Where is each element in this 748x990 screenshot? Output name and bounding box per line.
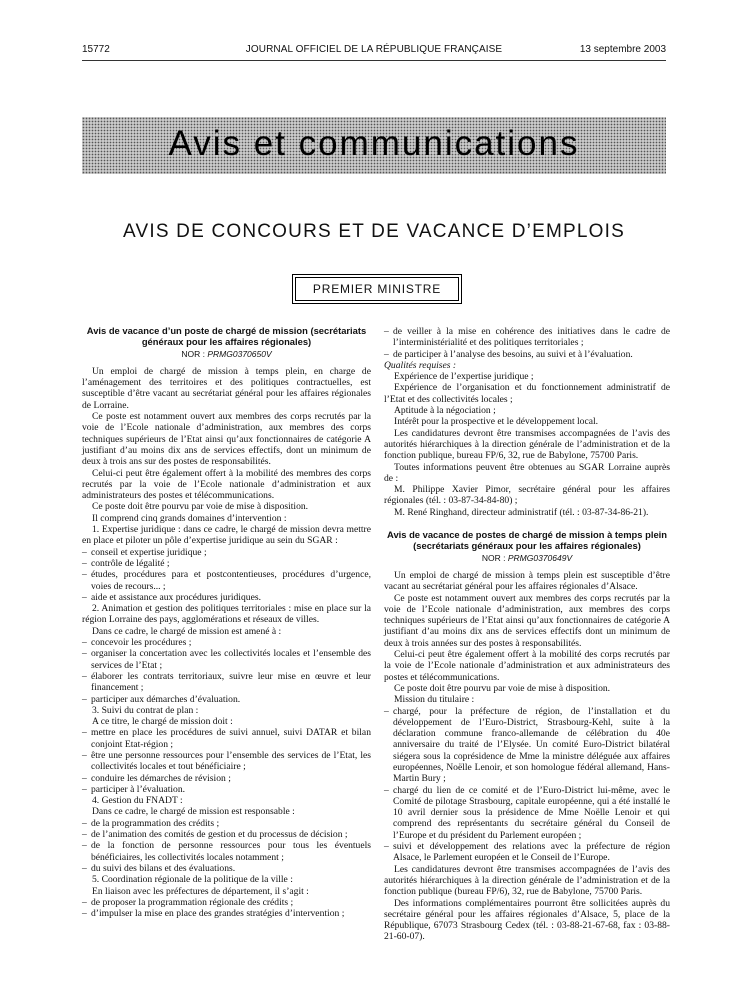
- notice-body-continued: [384, 326, 670, 518]
- paragraph: 4. Gestion du FNADT :: [92, 795, 183, 807]
- nor-code: PRMG0370649V: [507, 552, 573, 563]
- journal-title: JOURNAL OFFICIEL DE LA RÉPUBLIQUE FRANÇAISE: [245, 44, 503, 55]
- issue-date: 13 septembre 2003: [579, 44, 666, 55]
- paragraph: Ce poste doit être pourvu par voie de mise à disposition.: [394, 682, 611, 694]
- paragraph: Celui-ci peut être également offert à la mobilité des corps recrutés par la voie de l’Ecole nationale d’administration et aux administrateurs des postes et télécommunications.: [384, 649, 670, 683]
- list-item: – organiser la concertation avec les collectivités locales et l’ensemble des services de l’Etat ;: [82, 648, 371, 671]
- list-item: – de proposer la programmation régionale des crédits ;: [82, 897, 371, 908]
- page-header: [82, 44, 666, 58]
- list-item: – chargé du lien de ce comité et de l’Euro-District lui-même, avec le Comité de pilotage Strasbourg, capitale européenne, qui a été installé le 10 avril dernier sous la présidence de Mme Noëlle Lenoir et qui comprend des représentants du secrétaire général du Conseil de l’Europe et du président du Parlement européen ;: [384, 785, 670, 841]
- paragraph: 5. Coordination régionale de la politique de la ville :: [92, 874, 293, 886]
- right-column: [384, 326, 670, 943]
- paragraph: 1. Expertise juridique : dans ce cadre, le chargé de mission devra mettre en place et piloter un pôle d’expertise juridique au sein du SGAR :: [82, 524, 371, 547]
- paragraph: Mission du titulaire :: [394, 694, 475, 706]
- list-item: – élaborer les contrats territoriaux, suivre leur mise en œuvre et leur financement ;: [82, 671, 371, 694]
- paragraph: Un emploi de chargé de mission à temps plein, en charge de l’aménagement des territoires et des politiques contractuelles, est susceptible d’être vacant au secrétariat général pour les affaires régionales de Lorraine.: [82, 365, 371, 411]
- paragraph: Dans ce cadre, le chargé de mission est amené à :: [92, 625, 282, 637]
- paragraph: 3. Suivi du contrat de plan :: [92, 704, 199, 716]
- banner-title: Avis et communications: [168, 124, 580, 163]
- paragraph: Aptitude à la négociation ;: [394, 405, 496, 417]
- section-title: AVIS DE CONCOURS ET DE VACANCE D’EMPLOIS: [123, 221, 625, 242]
- paragraph: Expérience de l’expertise juridique ;: [394, 371, 534, 383]
- paragraph: A ce titre, le chargé de mission doit :: [92, 716, 233, 728]
- paragraph: M. René Ringhand, directeur administratif (tél. : 03-87-34-86-21).: [394, 506, 649, 518]
- list-item: – de la programmation des crédits ;: [82, 818, 371, 829]
- nor-reference: [82, 349, 371, 360]
- paragraph: 2. Animation et gestion des politiques territoriales : mise en place sur la région Lorraine des pays, agglomérations et réseaux de villes.: [82, 603, 371, 626]
- list-item: – de veiller à la mise en cohérence des initiatives dans le cadre de l’interministérialité et des politiques territoriales ;: [384, 326, 670, 349]
- list-item: – concevoir les procédures ;: [82, 637, 371, 648]
- paragraph: Un emploi de chargé de mission à temps plein est susceptible d’être vacant au secrétariat général pour les affaires régionales d’Alsace.: [384, 569, 670, 593]
- list-item: – de participer à l’analyse des besoins, au suivi et à l’évaluation.: [384, 349, 670, 360]
- paragraph: Expérience de l’organisation et du fonctionnement administratif de l’Etat et des collectivités locales ;: [384, 382, 670, 405]
- nor-label: NOR :: [481, 552, 506, 563]
- paragraph: Dans ce cadre, le chargé de mission est responsable :: [92, 806, 295, 818]
- paragraph: Ce poste doit être pourvu par voie de mise à disposition.: [92, 501, 309, 513]
- paragraph: Des informations complémentaires pourront être sollicitées auprès du secrétaire général pour les affaires régionales d’Alsace, 5, place de la République, 67073 Strasbourg Cedex (tél. : 03-88-21-67-68, fax : 03-88-21-60-07).: [384, 897, 670, 943]
- list-item: – suivi et développement des relations avec la préfecture de région Alsace, le Parlement européen et le Conseil de l’Europe.: [384, 841, 670, 864]
- ministry-box: PREMIER MINISTRE: [295, 277, 459, 301]
- paragraph: Les candidatures devront être transmises accompagnées de l’avis des autorités hiérarchiques à la direction générale de l’administration et de la fonction publique, bureau FP/6, 32, rue de Babylone, 75700 Paris.: [384, 427, 670, 462]
- paragraph: Les candidatures devront être transmises accompagnées de l’avis des autorités hiérarchiques à la direction générale de l’administration et de la fonction publique (bureau FP/6), 32, rue de Babylone, 75700 Paris.: [384, 863, 670, 898]
- paragraph: Ce poste est notamment ouvert aux membres des corps recrutés par la voie de l’Ecole nationale d’administration, aux membres des corps techniques supérieurs de l’Etat ainsi qu’aux fonctionnaires de catégorie A justifiant d’au moins dix ans de services effectifs dont un minimum de deux à trois années sur des postes à responsabilités.: [384, 592, 670, 649]
- list-item: – aide et assistance aux procédures juridiques.: [82, 592, 371, 603]
- nor-code: PRMG0370650V: [207, 348, 272, 359]
- list-item: – mettre en place les procédures de suivi annuel, suivi DATAR et bilan conjoint Etat-région ;: [82, 727, 371, 750]
- left-column: [82, 326, 371, 919]
- list-item: – participer à l’évaluation.: [82, 784, 371, 795]
- nor-reference: [384, 553, 670, 564]
- paragraph: Toutes informations peuvent être obtenues au SGAR Lorraine auprès de :: [384, 461, 670, 484]
- notice-title: Avis de vacance d’un poste de chargé de mission (secrétariats généraux pour les affaires régionales): [86, 325, 367, 347]
- notice-body: [82, 366, 371, 920]
- list-item: – chargé, pour la préfecture de région, de l’installation et du développement de l’Euro-District, Strasbourg-Kehl, suite à la déclaration commune franco-allemande de célébration du 40e anniversaire du traité de l’Elysée. Un comité Euro-District bilatéral siégera sous la coprésidence de Mme la ministre déléguée aux affaires européennes, Noëlle Lenoir, et son homologue fédéral allemand, Hans-Martin Bury ;: [384, 706, 670, 785]
- nor-label: NOR :: [181, 348, 205, 359]
- paragraph: En liaison avec les préfectures de département, il s’agit :: [92, 885, 309, 897]
- list-item: – conduire les démarches de révision ;: [82, 773, 371, 784]
- list-item: – contrôle de légalité ;: [82, 558, 371, 569]
- paragraph: Ce poste est notamment ouvert aux membres des corps recrutés par la voie de l’Ecole nationale d’administration, aux membres des corps techniques supérieurs de l’Etat ainsi qu’aux fonctionnaires de catégorie A justifiant d’au moins dix ans de services effectifs, dont un minimum de deux à trois ans sur des postes de responsabilités.: [82, 411, 371, 468]
- paragraph: Celui-ci peut être également offert à la mobilité des membres des corps recrutés par la voie de l’Ecole nationale d’administration et aux administrateurs des postes et télécommunications.: [82, 467, 371, 502]
- section-banner: [82, 117, 666, 174]
- subheading: Qualités requises :: [384, 359, 457, 371]
- paragraph: Intérêt pour la prospective et le développement local.: [394, 416, 599, 428]
- list-item: – conseil et expertise juridique ;: [82, 547, 371, 558]
- list-item: – de la fonction de personne ressources pour tous les éventuels bénéficiaires, les collectivités locales notamment ;: [82, 840, 371, 863]
- list-item: – être une personne ressources pour l’ensemble des services de l’Etat, les collectivités locales et tout bénéficiaire ;: [82, 750, 371, 773]
- list-item: – de l’animation des comités de gestion et du processus de décision ;: [82, 829, 371, 840]
- page-number: 15772: [82, 44, 110, 55]
- header-rule: [82, 60, 666, 61]
- list-item: – d’impulser la mise en place des grandes stratégies d’intervention ;: [82, 908, 371, 919]
- paragraph: Il comprend cinq grands domaines d’intervention :: [92, 512, 287, 524]
- paragraph: M. Philippe Xavier Pimor, secrétaire général pour les affaires régionales (tél. : 03-87-34-84-80) ;: [384, 484, 670, 507]
- list-item: – du suivi des bilans et des évaluations.: [82, 863, 371, 874]
- notice-title: Avis de vacance de postes de chargé de mission à temps plein (secrétariats généraux pour les affaires régionales): [387, 529, 667, 551]
- list-item: – études, procédures para et postcontentieuses, procédures d’urgence, voies de recours... ;: [82, 569, 371, 592]
- list-item: – participer aux démarches d’évaluation.: [82, 694, 371, 705]
- notice-body: [384, 570, 670, 943]
